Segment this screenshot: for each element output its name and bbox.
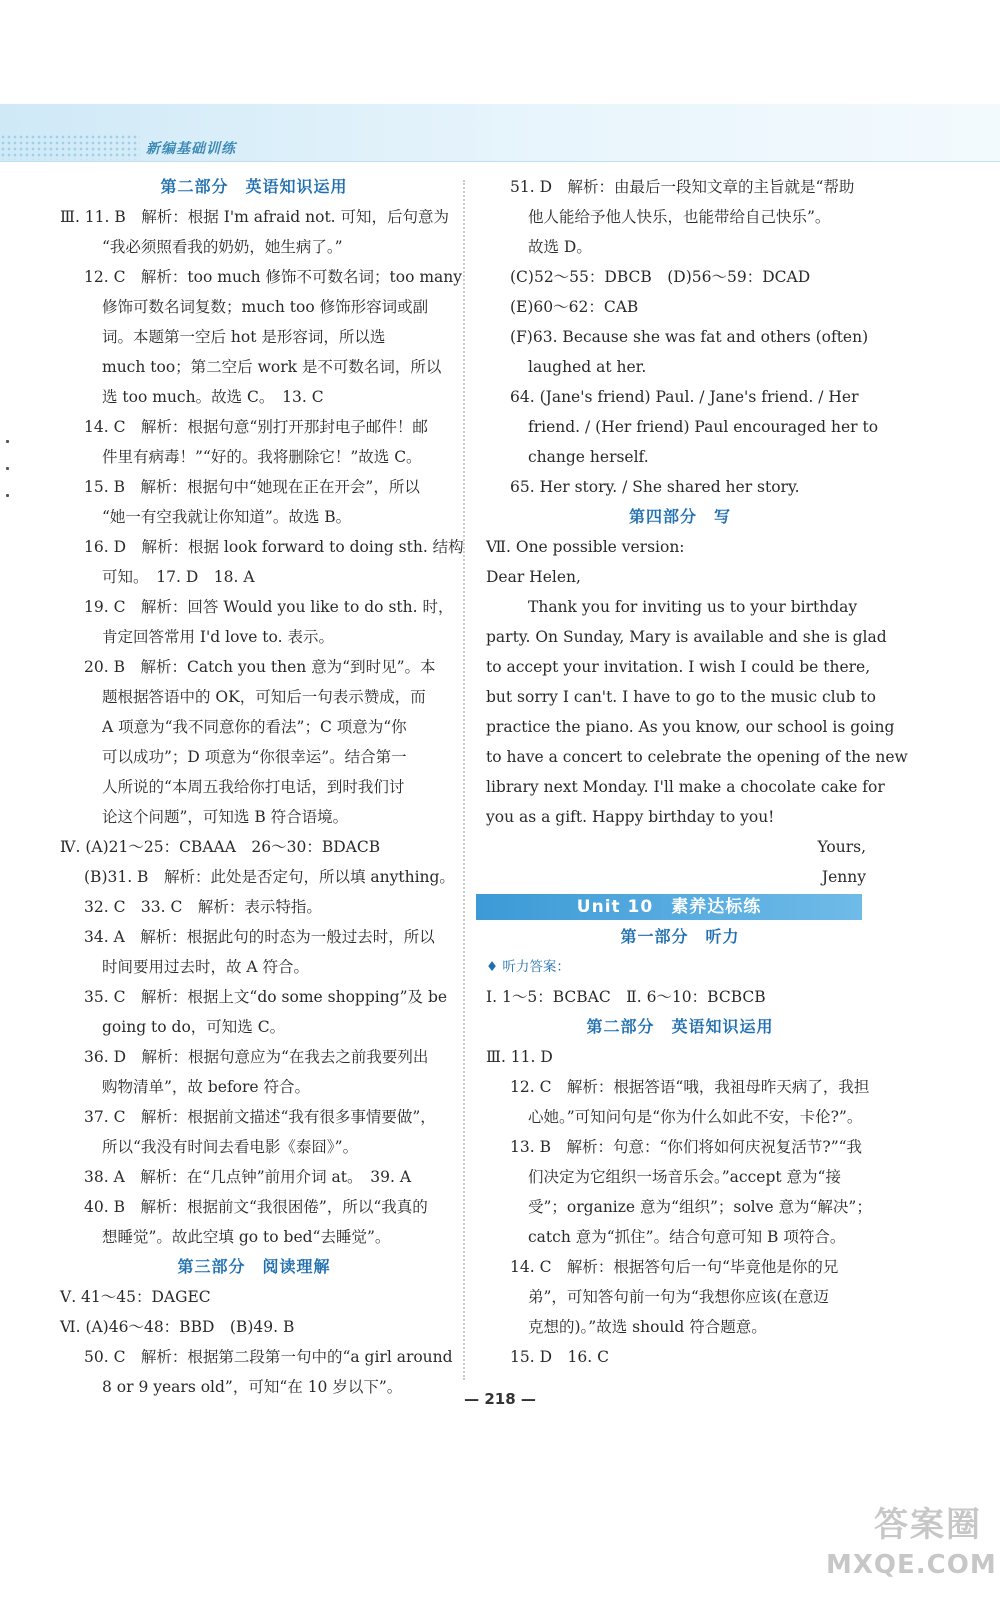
text-line: Ⅴ. 41～45：DAGEC	[60, 1288, 211, 1306]
text-line: 可以成功”；D 项意为“你很幸运”。结合第一	[102, 748, 407, 766]
right-column	[486, 172, 908, 1372]
text-line: to accept your invitation. I wish I could be there,	[486, 658, 871, 676]
text-line: catch 意为“抓住”。结合句意可知 B 项符合。	[528, 1228, 846, 1246]
text-line: Ⅲ. 11. D	[486, 1048, 553, 1066]
text-line: 选 too much。故选 C。 13. C	[102, 388, 324, 406]
text-line: 件里有病毒！”“好的。我将删除它！”故选 C。	[102, 448, 422, 466]
text-line: 14. C 解析：根据答句后一句“毕竟他是你的兄	[510, 1258, 839, 1276]
text-line: 19. C 解析：回答 Would you like to do sth. 时，	[84, 598, 454, 616]
text-line: (F)63. Because she was fat and others (often)	[510, 328, 869, 346]
text-line: party. On Sunday, Mary is available and she is glad	[486, 628, 887, 646]
watermark-top: 答案圈	[874, 1505, 982, 1545]
text-line: 12. C 解析：根据答语“哦，我祖母昨天病了，我担	[510, 1078, 870, 1096]
text-line: to have a concert to celebrate the opening of the new	[486, 748, 908, 766]
text-line: 人所说的“本周五我给你打电话，到时我们讨	[102, 778, 405, 796]
text-line: Yours,	[817, 838, 866, 856]
section-heading: 第三部分 阅读理解	[177, 1257, 331, 1276]
text-line: library next Monday. I'll make a chocolate cake for	[486, 778, 885, 796]
header-dot-pattern	[0, 134, 140, 160]
section-heading: 第二部分 英语知识运用	[586, 1017, 774, 1036]
text-line: 50. C 解析：根据第二段第一句中的“a girl around	[84, 1348, 453, 1366]
text-line: 15. D 16. C	[510, 1348, 609, 1366]
text-line: 克想的)。”故选 should 符合题意。	[528, 1318, 767, 1336]
unit-heading: Unit 10 素养达标练	[476, 894, 862, 920]
text-line: 15. B 解析：根据句中“她现在正在开会”，所以	[84, 478, 420, 496]
text-line: 38. A 解析：在“几点钟”前用介词 at。 39. A	[84, 1168, 412, 1186]
listening-label: ♦ 听力答案：	[486, 959, 570, 975]
text-line: 35. C 解析：根据上文“do some shopping”及 be	[84, 988, 448, 1006]
text-line: 37. C 解析：根据前文描述“我有很多事情要做”，	[84, 1108, 436, 1126]
text-line: Ⅲ. 11. B 解析：根据 I'm afraid not. 可知，后句意为	[60, 208, 450, 226]
section-heading: 第四部分 写	[628, 507, 731, 526]
text-line: you as a gift. Happy birthday to you!	[486, 808, 775, 826]
text-line: Ⅶ. One possible version:	[486, 538, 685, 556]
text-line: 32. C 33. C 解析：表示特指。	[84, 898, 322, 916]
section-heading: 第一部分 听力	[620, 927, 740, 946]
text-line: 65. Her story. / She shared her story.	[510, 478, 800, 496]
text-line: (C)52～55：DBCB (D)56～59：DCAD	[510, 268, 811, 286]
text-line: 16. D 解析：根据 look forward to doing sth. 结构	[84, 538, 464, 556]
text-line: 64. (Jane's friend) Paul. / Jane's friend. / Her	[510, 388, 859, 406]
text-line: A 项意为“我不同意你的看法”；C 项意为“你	[102, 718, 407, 736]
text-line: Jenny	[821, 868, 866, 886]
text-line: 购物清单”，故 before 符合。	[102, 1078, 311, 1096]
text-line: 他人能给予他人快乐，也能带给自己快乐”。	[528, 208, 831, 226]
text-line: Dear Helen,	[486, 568, 581, 586]
text-line: 40. B 解析：根据前文“我很困倦”，所以“我真的	[84, 1198, 428, 1216]
text-line: 词。本题第一空后 hot 是形容词，所以选	[102, 328, 386, 346]
text-line: 14. C 解析：根据句意“别打开那封电子邮件！邮	[84, 418, 428, 436]
text-line: 论这个问题”，可知选 B 符合语境。	[102, 808, 349, 826]
text-line: but sorry I can't. I have to go to the music club to	[486, 688, 876, 706]
text-line: Thank you for inviting us to your birthday	[528, 598, 858, 616]
book-title: 新编基础训练	[146, 141, 236, 157]
text-line: 可知。 17. D 18. A	[102, 568, 255, 586]
text-line: (B)31. B 解析：此处是否定句，所以填 anything。	[84, 868, 455, 886]
text-line: 们决定为它组织一场音乐会。”accept 意为“接	[528, 1168, 841, 1186]
text-line: 弟”，可知答句前一句为“我想你应该(在意迈	[528, 1288, 829, 1306]
text-line: friend. / (Her friend) Paul encouraged her to	[528, 418, 879, 436]
text-line: 34. A 解析：根据此句的时态为一般过去时，所以	[84, 928, 435, 946]
text-line: 13. B 解析：句意：“你们将如何庆祝复活节?”“我	[510, 1138, 863, 1156]
text-line: 修饰可数名词复数；much too 修饰形容词或副	[102, 298, 429, 316]
column-divider	[463, 180, 465, 1380]
text-line: laughed at her.	[528, 358, 647, 376]
left-column	[60, 172, 464, 1402]
section-heading: 第二部分 英语知识运用	[160, 177, 348, 196]
text-line: 所以“我没有时间去看电影《泰囧》”。	[102, 1138, 359, 1156]
text-line: 8 or 9 years old”，可知“在 10 岁以下”。	[102, 1378, 403, 1396]
margin-marks	[6, 440, 10, 520]
text-line: 12. C 解析：too much 修饰不可数名词；too many	[84, 268, 463, 286]
text-line: 51. D 解析：由最后一段知文章的主旨就是“帮助	[510, 178, 855, 196]
text-line: going to do，可知选 C。	[102, 1018, 286, 1036]
text-line: 时间要用过去时，故 A 符合。	[102, 958, 310, 976]
text-line: “我必须照看我的奶奶，她生病了。”	[102, 238, 343, 256]
text-line: much too；第二空后 work 是不可数名词，所以	[102, 358, 442, 376]
text-line: practice the piano. As you know, our school is going	[486, 718, 895, 736]
watermark-bottom: MXQE.COM	[826, 1550, 997, 1580]
text-line: Ⅳ. (A)21～25：CBAAA 26～30：BDACB	[60, 838, 381, 856]
text-line: 心她。”可知问句是“你为什么如此不安，卡伦?”。	[528, 1108, 863, 1126]
text-line: 36. D 解析：根据句意应为“在我去之前我要列出	[84, 1048, 429, 1066]
text-line: 题根据答语中的 OK，可知后一句表示赞成，而	[102, 688, 426, 706]
text-line: (E)60～62：CAB	[510, 298, 639, 316]
text-line: “她一有空我就让你知道”。故选 B。	[102, 508, 352, 526]
text-line: 肯定回答常用 I'd love to. 表示。	[102, 628, 334, 646]
text-line: 想睡觉”。故此空填 go to bed“去睡觉”。	[102, 1228, 391, 1246]
text-line: 20. B 解析：Catch you then 意为“到时见”。本	[84, 658, 436, 676]
text-line: Ⅰ. 1～5：BCBAC Ⅱ. 6～10：BCBCB	[486, 988, 766, 1006]
text-line: 故选 D。	[528, 238, 592, 256]
text-line: Ⅵ. (A)46～48：BBD (B)49. B	[60, 1318, 295, 1336]
page-number: — 218 —	[464, 1390, 536, 1408]
header-divider	[0, 161, 1000, 162]
text-line: 受”；organize 意为“组织”；solve 意为“解决”；	[528, 1198, 872, 1216]
text-line: change herself.	[528, 448, 649, 466]
watermark-logo	[826, 1502, 997, 1594]
